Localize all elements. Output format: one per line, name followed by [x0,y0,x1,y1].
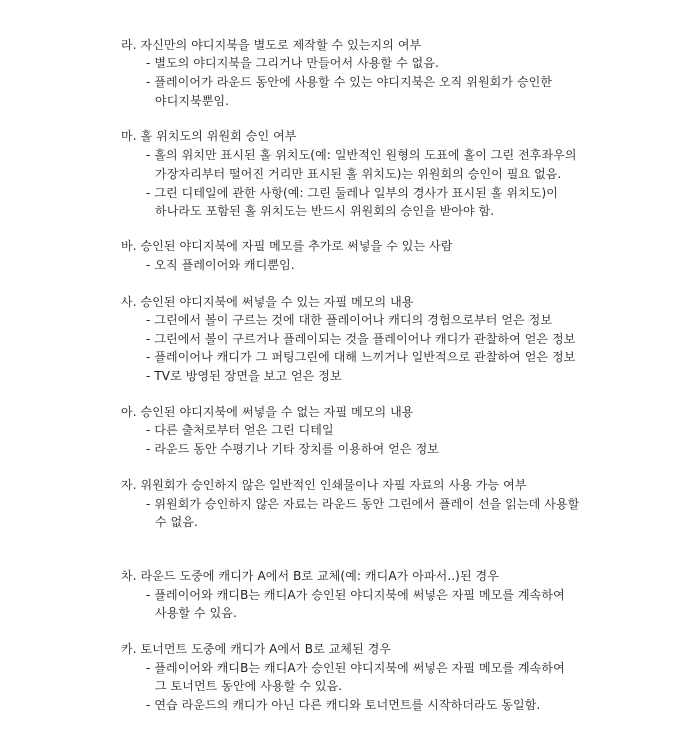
bullet-continuation: 수 없음. [155,515,198,529]
section-title-ba: 바. 승인된 야디지북에 자필 메모를 추가로 써넣을 수 있는 사람 [121,239,453,253]
section-title-cha: 차. 라운드 도중에 캐디가 A에서 B로 교체(예: 캐디A가 아파서..)된 경우 [121,569,499,583]
bullet-line: - 그린 디테일에 관한 사항(예: 그린 둘레나 일부의 경사가 표시된 홀 위치도)이 [146,186,558,200]
section-title-ra: 라. 자신만의 야디지북을 별도로 제작할 수 있는지의 여부 [121,38,422,52]
bullet-line: - 위원회가 승인하지 않은 자료는 라운드 동안 그린에서 플레이 선을 읽는데 사용할 [146,497,580,511]
bullet-line: - 플레이어가 라운드 동안에 사용할 수 있는 야디지북은 오직 위원회가 승인한 [146,75,553,89]
bullet-line: - TV로 방영된 장면을 보고 얻은 정보 [146,369,342,383]
bullet-line: - 오직 플레이어와 캐디뿐임. [146,258,295,272]
bullet-line: - 플레이어와 캐디B는 캐디A가 승인된 야디지북에 써넣은 자필 메모를 계속하여 [146,661,565,675]
section-title-ma: 마. 홀 위치도의 위원회 승인 여부 [121,129,297,143]
section-title-sa: 사. 승인된 야디지북에 써넣을 수 있는 자필 메모의 내용 [121,295,414,309]
bullet-line: - 플레이어나 캐디가 그 퍼팅그린에 대해 느끼거나 일반적으로 관찰하여 얻은 정보 [146,350,576,364]
bullet-line: - 다른 출처로부터 얻은 그린 디테일 [146,423,334,437]
bullet-line: - 플레이어와 캐디B는 캐디A가 승인된 야디지북에 써넣은 자필 메모를 계속하여 [146,588,565,602]
bullet-line: - 연습 라운드의 캐디가 아닌 다른 캐디와 토너먼트를 시작하더라도 동일함. [146,698,541,712]
section-title-ja: 자. 위원회가 승인하지 않은 일반적인 인쇄물이나 자필 자료의 사용 가능 여부 [121,478,527,492]
bullet-continuation: 그 토너먼트 동안에 사용할 수 있음. [155,679,343,693]
bullet-line: - 그린에서 볼이 구르는 것에 대한 플레이어나 캐디의 경험으로부터 얻은 정보 [146,313,553,327]
section-title-a: 아. 승인된 야디지북에 써넣을 수 없는 자필 메모의 내용 [121,405,414,419]
bullet-line: - 라운드 동안 수평기나 기타 장치를 이용하여 얻은 정보 [146,442,439,456]
bullet-continuation: 하나라도 포함된 홀 위치도는 반드시 위원회의 승인을 받아야 함. [155,204,495,218]
bullet-line: - 홀의 위치만 표시된 홀 위치도(예: 일반적인 원형의 도표에 홀이 그린 전후좌우의 [146,148,577,162]
bullet-line: - 그린에서 볼이 구르거나 플레이되는 것을 플레이어나 캐디가 관찰하여 얻은 정보 [146,332,576,346]
bullet-continuation: 가장자리부터 떨어진 거리만 표시된 홀 위치도)는 위원회의 승인이 필요 없음. [155,167,562,181]
bullet-continuation: 사용할 수 있음. [155,606,237,620]
section-title-ka: 카. 토너먼트 도중에 캐디가 A에서 B로 교체된 경우 [121,642,392,656]
bullet-line: - 별도의 야디지북을 그리거나 만들어서 사용할 수 없음. [146,56,439,70]
bullet-continuation: 야디지북뿐임. [155,94,230,108]
